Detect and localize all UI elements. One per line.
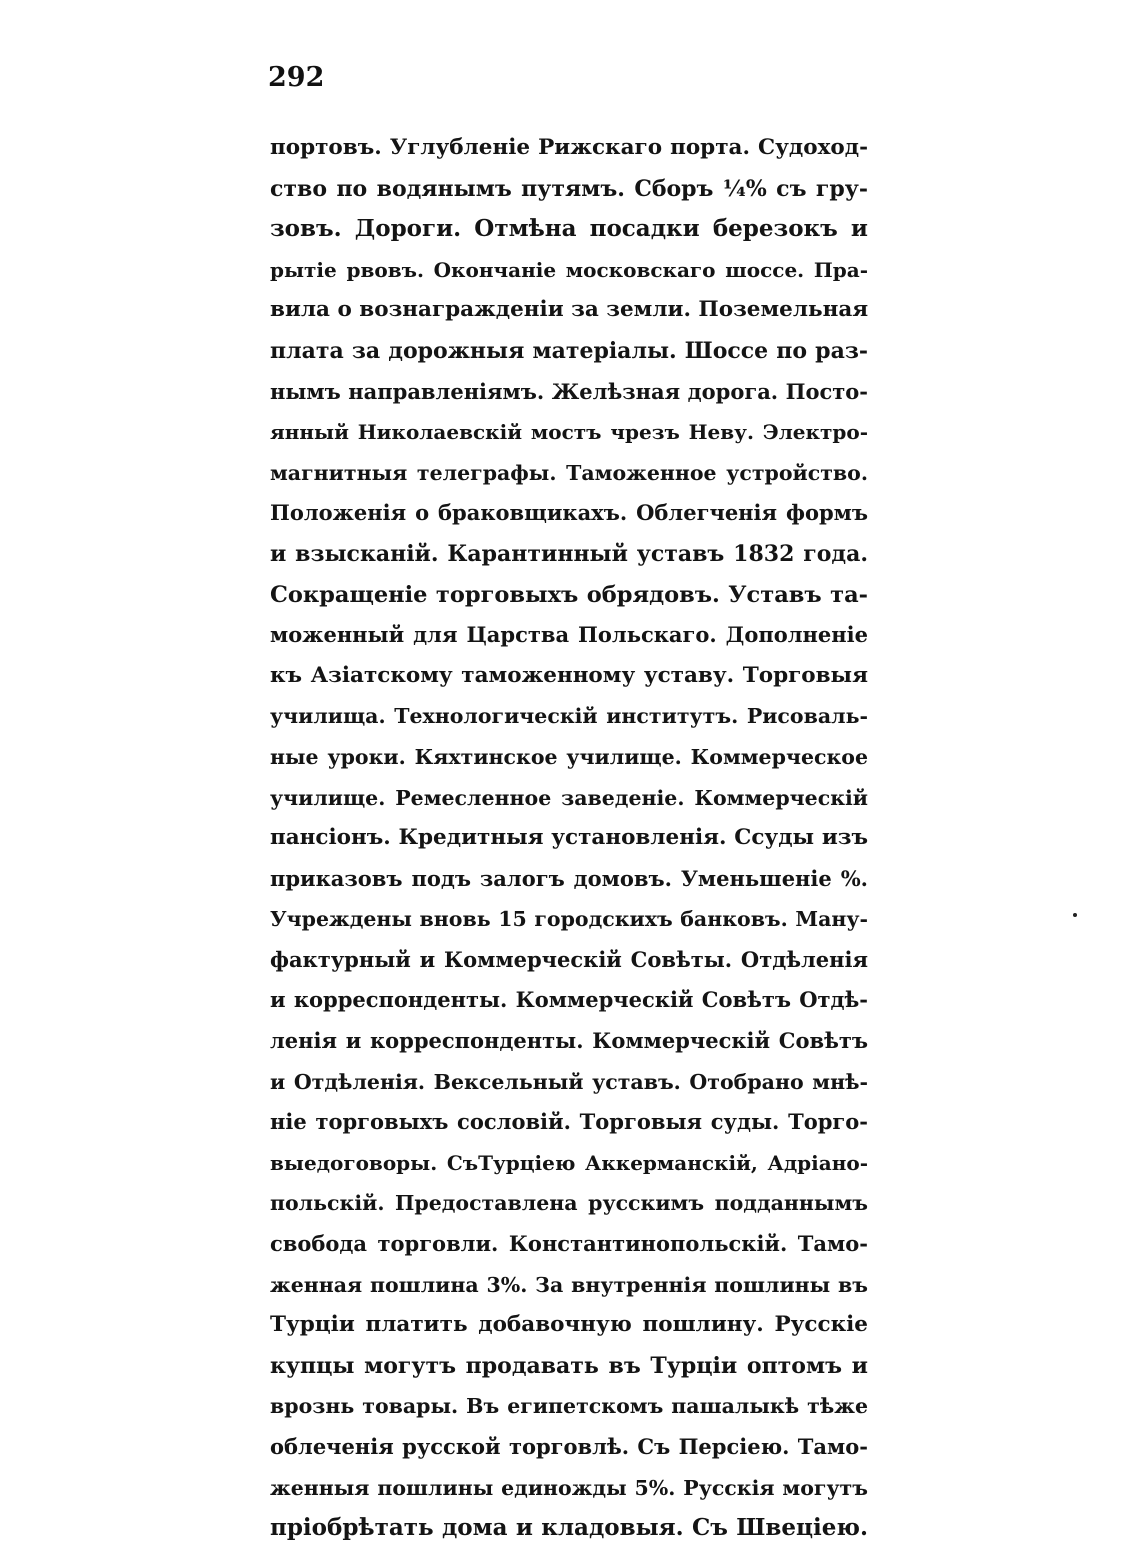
text-line: пріобрѣтать дома и кладовыя. Съ Швеціею. — [270, 1514, 868, 1542]
text-line: и Отдѣленія. Вексельный уставъ. Отобрано мнѣ- — [270, 1069, 868, 1094]
text-line: училище. Ремесленное заведеніе. Коммерческій — [270, 785, 868, 810]
text-line: польскій. Предоставлена русскимъ подданнымъ — [270, 1191, 868, 1216]
body-text — [270, 128, 868, 1549]
text-line: Сокращеніе торговыхъ обрядовъ. Уставъ та- — [270, 581, 868, 608]
text-line: ные уроки. Кяхтинское училище. Коммерческое — [270, 744, 868, 769]
text-line: моженный для Царства Польскаго. Дополненіе — [270, 622, 868, 648]
text-line: Турціи платить добавочную пошлину. Русскіе — [270, 1312, 868, 1338]
text-line: женная пошлина 3%. За внутреннія пошлины въ — [270, 1272, 868, 1297]
text-line: выедоговоры. СъТурціею Аккерманскій, Адріано- — [270, 1150, 868, 1175]
text-line: врознь товары. Въ египетскомъ пашалыкѣ тѣже — [270, 1394, 868, 1419]
text-line: ніе торговыхъ сословій. Торговыя суды. Торго- — [270, 1109, 868, 1135]
text-line: облеченія русской торговлѣ. Съ Персіею. Тамо- — [270, 1434, 868, 1459]
text-line: янный Николаевскій мостъ чрезъ Неву. Электро- — [270, 420, 868, 445]
text-line: Учреждены вновь 15 городскихъ банковъ. Ману- — [270, 907, 868, 932]
text-line: купцы могутъ продавать въ Турціи оптомъ и — [270, 1352, 868, 1379]
text-line: приказовъ подъ залогъ домовъ. Уменьшеніе %. — [270, 865, 868, 891]
text-line: магнитныя телеграфы. Таможенное устройство. — [270, 460, 868, 485]
text-line: къ Азіатскому таможенному уставу. Торговыя — [270, 662, 868, 688]
text-line: женныя пошлины единожды 5%. Русскія могутъ — [270, 1475, 868, 1500]
print-speck — [1073, 913, 1077, 917]
text-line: вила о вознагражденіи за земли. Поземельная — [270, 297, 868, 323]
text-line: пансіонъ. Кредитныя установленія. Ссуды изъ — [270, 825, 868, 851]
text-line: плата за дорожныя матеріалы. Шоссе по раз- — [270, 337, 868, 364]
text-line: ство по водянымъ путямъ. Сборъ ¼% съ гру- — [270, 175, 868, 202]
text-line: свобода торговли. Константинопольскій. Тамо- — [270, 1231, 868, 1257]
text-line: зовъ. Дороги. Отмѣна посадки березокъ и — [270, 215, 868, 243]
text-line: и корреспонденты. Коммерческій Совѣтъ Отдѣ- — [270, 987, 868, 1013]
text-line: фактурный и Коммерческій Совѣты. Отдѣленія — [270, 946, 868, 972]
text-line: портовъ. Углубленіе Рижскаго порта. Судоход- — [270, 135, 868, 160]
text-line: рытіе рвовъ. Окончаніе московскаго шоссе. Пра- — [270, 257, 868, 282]
page-number: 292 — [268, 62, 325, 93]
text-line: Положенія о браковщикахъ. Облегченія формъ — [270, 500, 868, 526]
text-line: училища. Технологическій институтъ. Рисоваль- — [270, 704, 868, 729]
text-line: ленія и корреспонденты. Коммерческій Совѣтъ — [270, 1028, 868, 1054]
text-line: нымъ направленіямъ. Желѣзная дорога. Посто- — [270, 378, 868, 404]
text-line: и взысканій. Карантинный уставъ 1832 года. — [270, 540, 868, 567]
